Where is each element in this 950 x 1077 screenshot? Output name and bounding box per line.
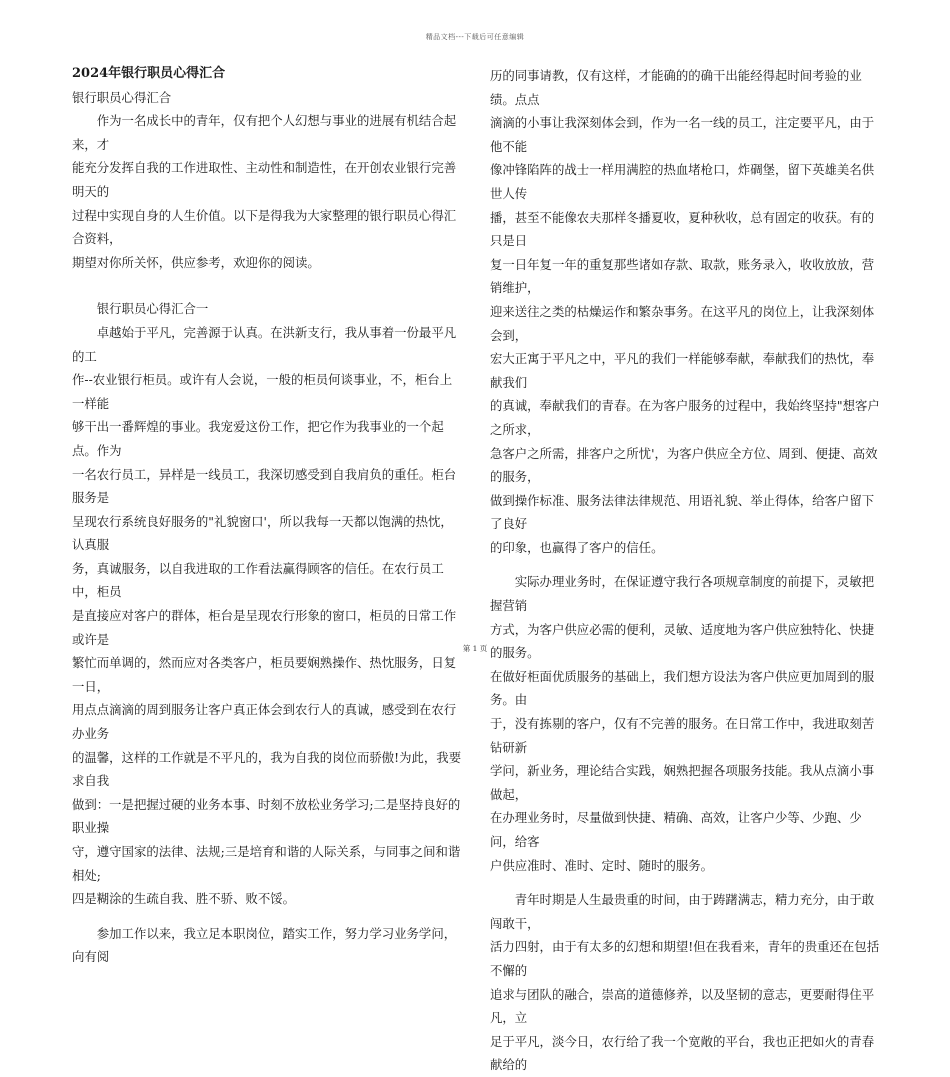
paragraph-gap xyxy=(490,559,880,570)
left-column xyxy=(72,62,462,969)
text-line: 的真诚，奉献我们的青春。在为客户服务的过程中，我始终坚持"想客户之所求， xyxy=(490,398,880,437)
text-line: 于，没有拣剔的客户，仅有不完善的服务。在日常工作中，我进取刻苦钻研新 xyxy=(490,716,875,755)
text-line: 足于平凡，淡今日，农行给了我一个宽敞的平台，我也正把如火的青春献给的 xyxy=(490,1033,875,1073)
blank-line xyxy=(72,274,462,297)
paragraph-gap xyxy=(72,911,462,922)
page-number: 第 1 页 xyxy=(462,644,488,653)
text-line: 繁忙而单调的，然而应对各类客户，柜员要娴熟操作、热忱服务，日复一日， xyxy=(72,655,457,694)
text-line: 过程中实现自身的人生价值。以下是得我为大家整理的银行职员心得汇合资料， xyxy=(72,207,457,247)
text-line: 播，甚至不能像农夫那样冬播夏收，夏种秋收，总有固定的收获。有的只是日 xyxy=(490,209,875,249)
text-line: 户供应准时、准时、定时、随时的服务。 xyxy=(490,857,714,873)
text-line: 守，遵守国家的法律、法规;三是培育和谐的人际关系，与同事之间和谐相处; xyxy=(72,844,461,883)
text-line: 期望对你所关怀，供应参考，欢迎你的阅读。 xyxy=(72,254,320,270)
text-line: 实际办理业务时，在保证遵守我行各项规章制度的前提下，灵敏把握营销 xyxy=(490,574,875,614)
text-line: 一名农行员工，异样是一线员工，我深切感受到自我肩负的重任。柜台服务是 xyxy=(72,466,457,506)
text-line: 方式，为客户供应必需的便利，灵敏、适度地为客户供应独特化、快捷的服务。 xyxy=(490,621,875,661)
text-line: 追求与团队的融合，崇高的道德修养，以及坚韧的意志，更要耐得住平凡，立 xyxy=(490,986,875,1026)
text-line: 在办理业务时，尽量做到快捷、精确、高效，让客户少等、少跑、少问，给客 xyxy=(490,810,862,849)
text-line: 作--农业银行柜员。或许有人会说，一般的柜员何谈事业，不，柜台上一样能 xyxy=(72,372,453,411)
header-note: 精品文档---下载后可任意编辑 xyxy=(425,33,525,41)
text-line: 四是糊涂的生疏自我、胜不骄、败不馁。 xyxy=(72,891,296,907)
paragraph-gap xyxy=(490,877,880,888)
text-line: 宏大正寓于平凡之中，平凡的我们一样能够奉献，奉献我们的热忱，奉献我们 xyxy=(490,351,875,390)
text-line: 做到操作标准、服务法律法律规范、用语礼貌、举止得体，给客户留下了良好 xyxy=(490,492,875,532)
text-line: 在做好柜面优质服务的基础上，我们想方设法为客户供应更加周到的服务。由 xyxy=(490,668,875,708)
text-line: 的印象，也赢得了客户的信任。 xyxy=(490,539,664,555)
text-line: 滴滴的小事让我深刻体会到，作为一名一线的员工，注定要平凡，由于他不能 xyxy=(490,115,875,154)
text-line: 够干出一番辉煌的事业。我宠爱这份工作，把它作为我事业的一个起点。作为 xyxy=(72,419,444,458)
text-line: 用点点滴滴的周到服务让客户真正体会到农行人的真诚，感受到在农行办业务 xyxy=(72,702,457,742)
text-line: 做到：一是把握过硬的业务本事、时刻不放松业务学习;二是坚持良好的职业操 xyxy=(72,796,461,836)
right-column xyxy=(490,64,880,1077)
text-line: 的温馨，这样的工作就是不平凡的，我为自我的岗位而骄傲!为此，我要求自我 xyxy=(72,749,462,789)
text-line: 是直接应对客户的群体，柜台是呈现农行形象的窗口，柜员的日常工作或许是 xyxy=(72,608,457,647)
text-line: 历的同事请教，仅有这样，才能确的的确干出能经得起时间考验的业绩。点点 xyxy=(490,68,862,107)
document-title: 2024年银行职员心得汇合 xyxy=(72,66,226,81)
text-line: 参加工作以来，我立足本职岗位，踏实工作，努力学习业务学问，向有阅 xyxy=(72,925,457,965)
text-line: 学问，新业务，理论结合实践，娴熟把握各项服务技能。我从点滴小事做起， xyxy=(490,763,875,802)
text-line: 银行职员心得汇合 xyxy=(72,89,172,105)
text-line: 呈现农行系统良好服务的"礼貌窗口'，所以我每一天都以饱满的热忱，认真服 xyxy=(72,513,453,553)
text-line: 像冲锋陷阵的战士一样用满腔的热血堵枪口，炸碉堡，留下英雄美名供世人传 xyxy=(490,162,875,201)
text-line: 复一日年复一年的重复那些诸如存款、取款，账务录入，收收放放，营销维护， xyxy=(490,256,875,296)
text-line: 银行职员心得汇合一 xyxy=(72,301,209,317)
text-line: 作为一名成长中的青年，仅有把个人幻想与事业的进展有机结合起来，才 xyxy=(72,113,457,152)
text-line: 青年时期是人生最贵重的时间，由于踌躇满志，精力充分，由于敢闯敢干， xyxy=(490,892,875,931)
text-line: 活力四射，由于有太多的幻想和期望!但在我看来，青年的贵重还在包括不懈的 xyxy=(490,939,880,978)
text-line: 务，真诚服务，以自我进取的工作看法赢得顾客的信任。在农行员工中，柜员 xyxy=(72,560,444,600)
text-line: 迎来送往之类的枯燥运作和繁杂事务。在这平凡的岗位上，让我深刻体会到， xyxy=(490,303,875,343)
text-line: 能充分发挥自我的工作进取性、主动性和制造性，在开创农业银行完善明天的 xyxy=(72,160,457,199)
text-line: 急客户之所需，排客户之所忧'，为客户供应全方位、周到、便捷、高效的服务， xyxy=(490,445,878,485)
text-line: 卓越始于平凡，完善源于认真。在洪新支行，我从事着一份最平凡的工 xyxy=(72,324,457,364)
